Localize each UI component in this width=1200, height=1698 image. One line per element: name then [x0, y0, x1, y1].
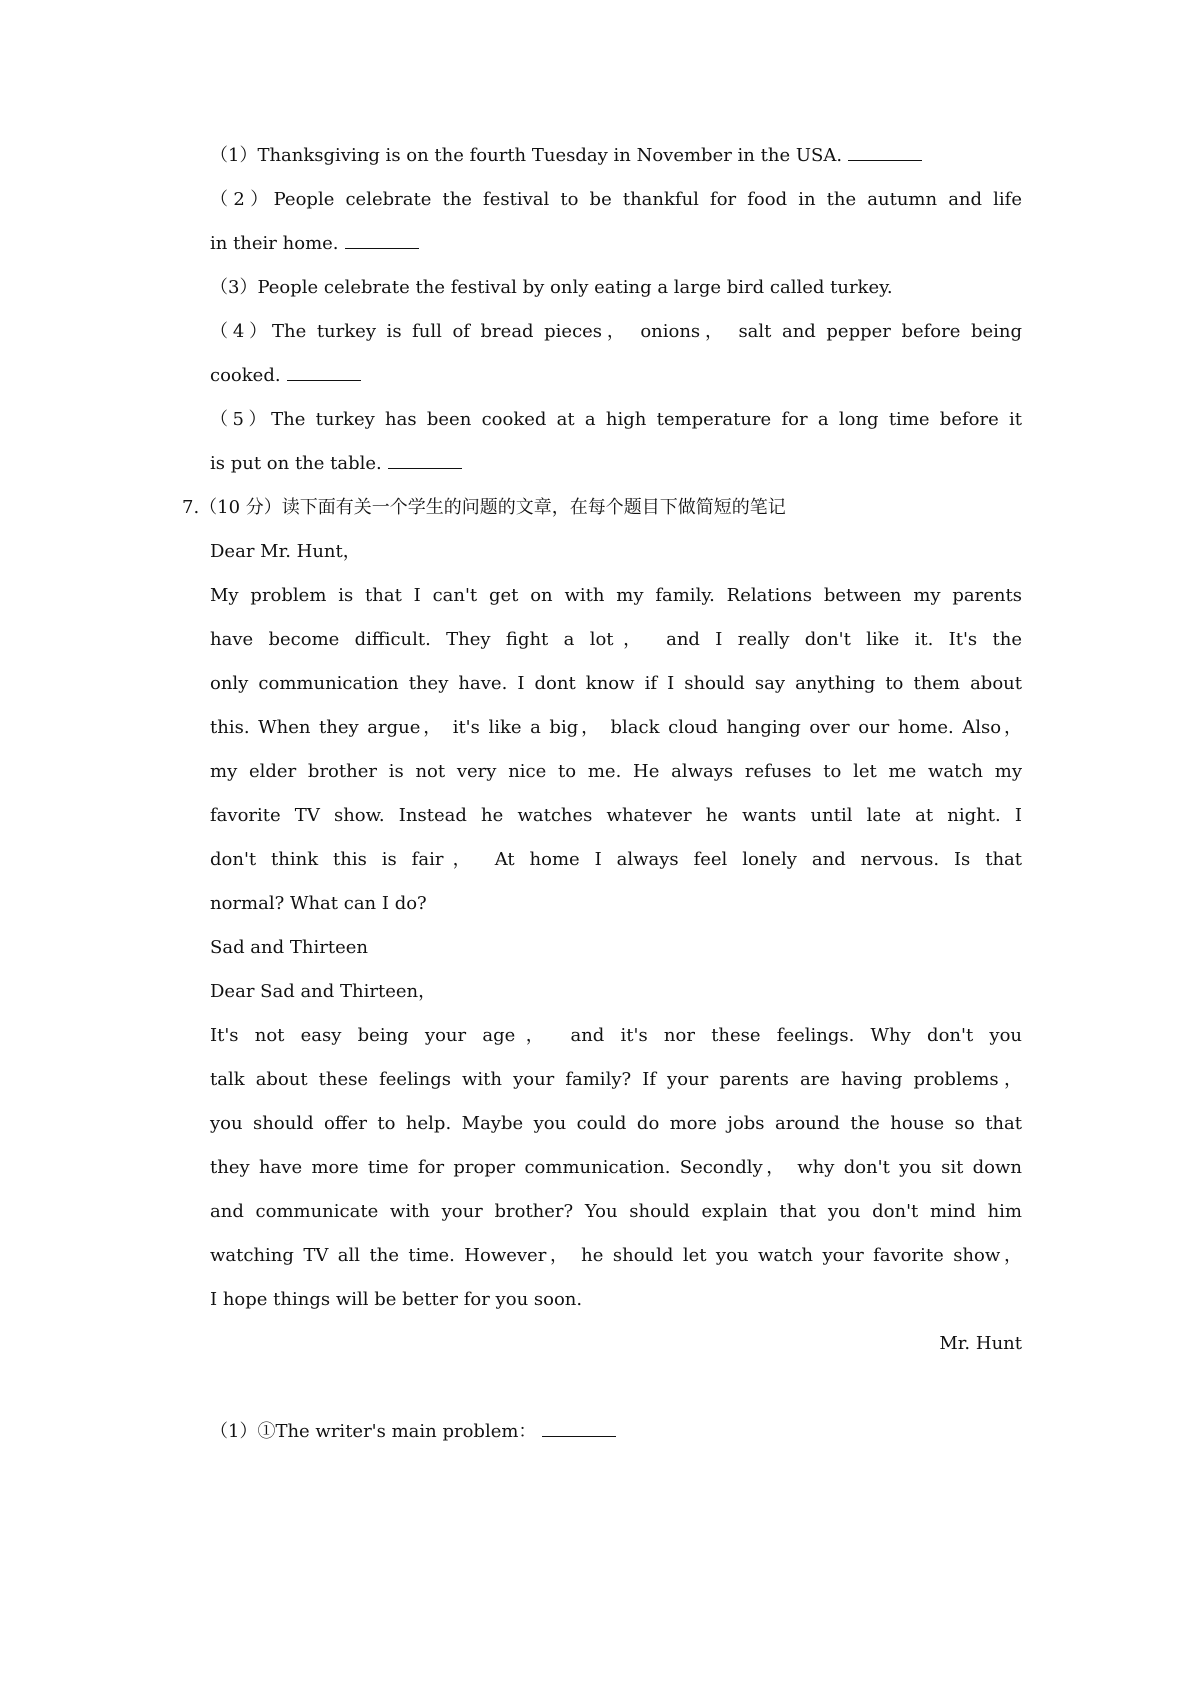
- letter2-line: It's not easy being your age， and it's nor these feelings. Why don't you: [210, 1025, 1022, 1046]
- letter1-signature: Sad and Thirteen: [210, 937, 368, 958]
- tf-question-4-line2: [210, 361, 1022, 391]
- letter2-line: they have more time for proper communication. Secondly， why don't you sit down: [210, 1157, 1022, 1178]
- tf-question-2-line2: [210, 229, 1022, 259]
- sub-question-1: [210, 1417, 1022, 1447]
- letter2-line: and communicate with your brother? You should explain that you don't mind him: [210, 1201, 1022, 1222]
- letter1-line: don't think this is fair， At home I always feel lonely and nervous. Is that: [210, 849, 1022, 870]
- letter1-line: this. When they argue， it's like a big， black cloud hanging over our home. Also，: [210, 717, 1022, 738]
- tf-question-5-text: is put on the table.: [210, 453, 382, 474]
- letter1-line: My problem is that I can't get on with my family. Relations between my parents: [210, 585, 1022, 606]
- tf-question-3: （3）People celebrate the festival by only eating a large bird called turkey.: [210, 277, 893, 298]
- letter2-line: you should offer to help. Maybe you could do more jobs around the house so that: [210, 1113, 1022, 1134]
- tf-question-1-text: （1）Thanksgiving is on the fourth Tuesday in November in the USA.: [210, 145, 843, 166]
- tf-question-4-line1: （4）The turkey is full of bread pieces， onions， salt and pepper before being: [210, 321, 1022, 342]
- letter2-greeting: Dear Sad and Thirteen，: [210, 981, 437, 1002]
- letter1-line: have become difficult. They fight a lot， and I really don't like it. It's the: [210, 629, 1022, 650]
- answer-blank[interactable]: [848, 159, 922, 161]
- tf-question-5-line1: （5）The turkey has been cooked at a high temperature for a long time before it: [210, 409, 1022, 430]
- tf-question-2-text: in their home.: [210, 233, 339, 254]
- answer-blank[interactable]: [345, 247, 419, 249]
- letter1-line: favorite TV show. Instead he watches whatever he wants until late at night. I: [210, 805, 1022, 826]
- letter2-line: I hope things will be better for you soon.: [210, 1289, 583, 1310]
- tf-question-5-line2: [210, 449, 1022, 479]
- letter1-line: my elder brother is not very nice to me. He always refuses to let me watch my: [210, 761, 1022, 782]
- answer-blank[interactable]: [388, 467, 462, 469]
- tf-question-2-line1: （2）People celebrate the festival to be thankful for food in the autumn and life: [210, 189, 1022, 210]
- letter1-line: normal? What can I do?: [210, 893, 427, 914]
- letter2-line: talk about these feelings with your family? If your parents are having problems，: [210, 1069, 1022, 1090]
- letter1-line: only communication they have. I dont know if I should say anything to them about: [210, 673, 1022, 694]
- letter2-signature: Mr. Hunt: [939, 1333, 1022, 1354]
- answer-blank[interactable]: [542, 1435, 616, 1437]
- sub-question-1-text: （1）①The writer's main problem：: [210, 1421, 537, 1442]
- letter1-greeting: Dear Mr. Hunt，: [210, 541, 361, 562]
- answer-blank[interactable]: [287, 379, 361, 381]
- tf-question-1: [210, 141, 1022, 171]
- letter2-line: watching TV all the time. However， he should let you watch your favorite show，: [210, 1245, 1022, 1266]
- tf-question-4-text: cooked.: [210, 365, 281, 386]
- question-7-heading: 7.（10 分）读下面有关一个学生的问题的文章，在每个题目下做简短的笔记: [182, 497, 786, 518]
